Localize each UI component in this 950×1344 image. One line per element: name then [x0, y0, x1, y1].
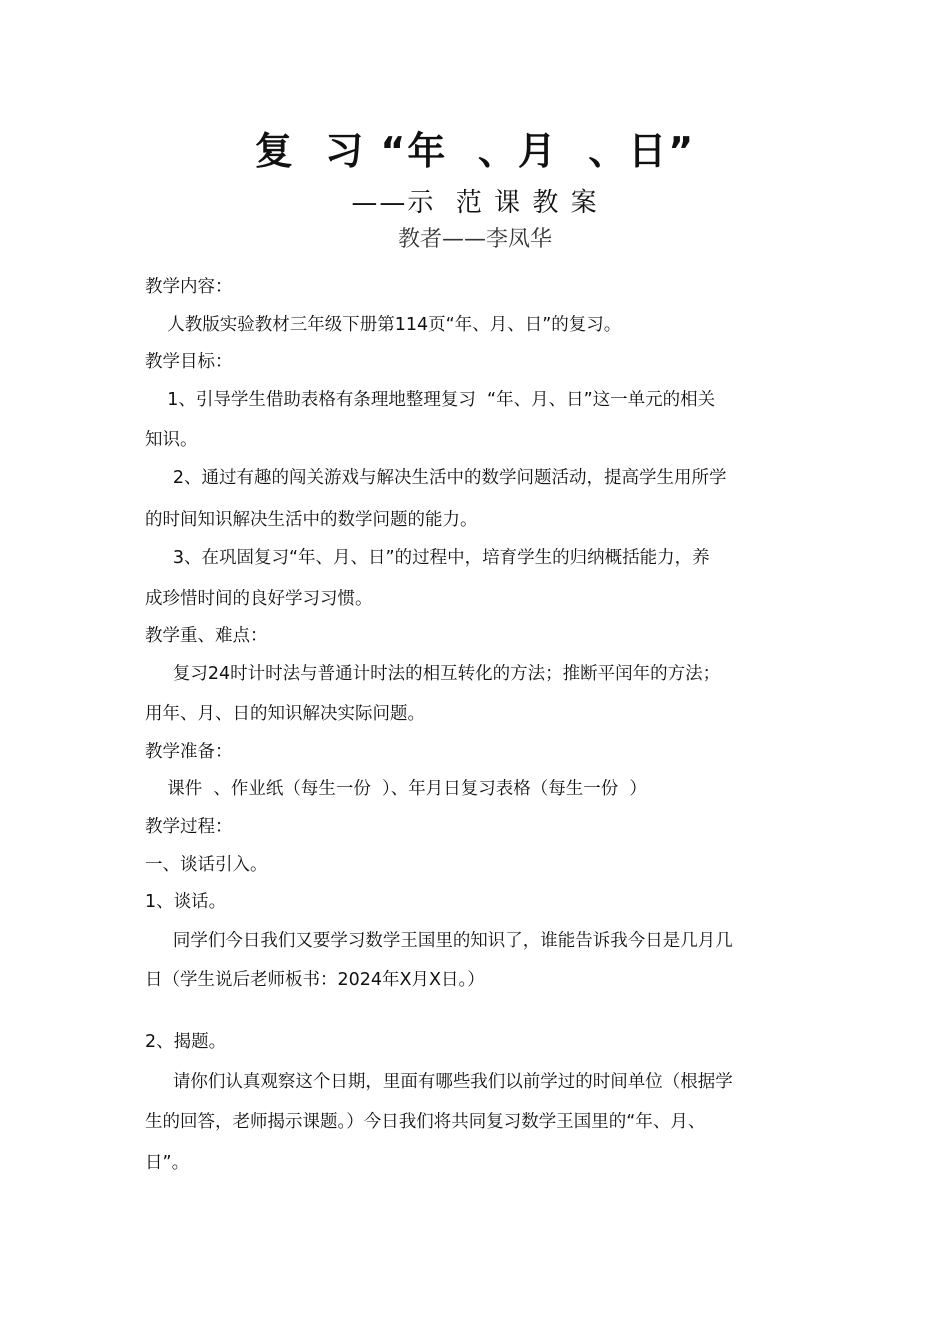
document-subtitle: ——示 范 课 教 案: [351, 188, 599, 218]
paragraph-line: 课件 、作业纸（每生一份 ）、年月日复习表格（每生一份 ）: [145, 779, 647, 799]
paragraph-line: 1、引导学生借助表格有条理地整理复习 “年、月、日”这一单元的相关: [145, 390, 716, 410]
paragraph-line: 知识。: [145, 430, 198, 450]
paragraph-line: 人教版实验教材三年级下册第114页“年、月、日”的复习。: [145, 315, 622, 335]
subsection-heading: 一、谈话引入。: [145, 855, 268, 875]
paragraph-line: 请你们认真观察这个日期，里面有哪些我们以前学过的时间单位（根据学: [145, 1072, 733, 1092]
paragraph-line: 复习24时计时法与普通计时法的相互转化的方法；推断平闰年的方法；: [145, 664, 721, 684]
paragraph-line: 日”。: [145, 1153, 190, 1173]
subsection-heading: 1、谈话。: [145, 892, 227, 912]
paragraph-line: 2、通过有趣的闯关游戏与解决生活中的数学问题活动，提高学生用所学: [145, 468, 727, 488]
paragraph-line: 同学们今日我们又要学习数学王国里的知识了，谁能告诉我今日是几月几: [145, 931, 733, 951]
paragraph-line: 的时间知识解决生活中的数学问题的能力。: [145, 510, 478, 530]
section-heading-process: 教学过程：: [145, 817, 233, 837]
subsection-heading: 2、揭题。: [145, 1032, 227, 1052]
section-heading-preparation: 教学准备：: [145, 742, 233, 762]
document-title: 复 习 “年 、月 、日”: [254, 129, 696, 173]
paragraph-line: 用年、月、日的知识解决实际问题。: [145, 704, 425, 724]
paragraph-line: 成珍惜时间的良好学习习惯。: [145, 589, 373, 609]
paragraph-line: 3、在巩固复习“年、月、日”的过程中，培育学生的归纳概括能力，养: [145, 548, 710, 568]
paragraph-line: 生的回答，老师揭示课题。）今日我们将共同复习数学王国里的“年、月、: [145, 1112, 706, 1132]
document-author: 教者——李凤华: [397, 227, 552, 252]
section-heading-key-points: 教学重、难点：: [145, 626, 268, 646]
paragraph-line: 日（学生说后老师板书：2024年X月X日。）: [145, 970, 485, 990]
section-heading-objectives: 教学目标：: [145, 352, 233, 372]
section-heading-content: 教学内容：: [145, 277, 233, 297]
